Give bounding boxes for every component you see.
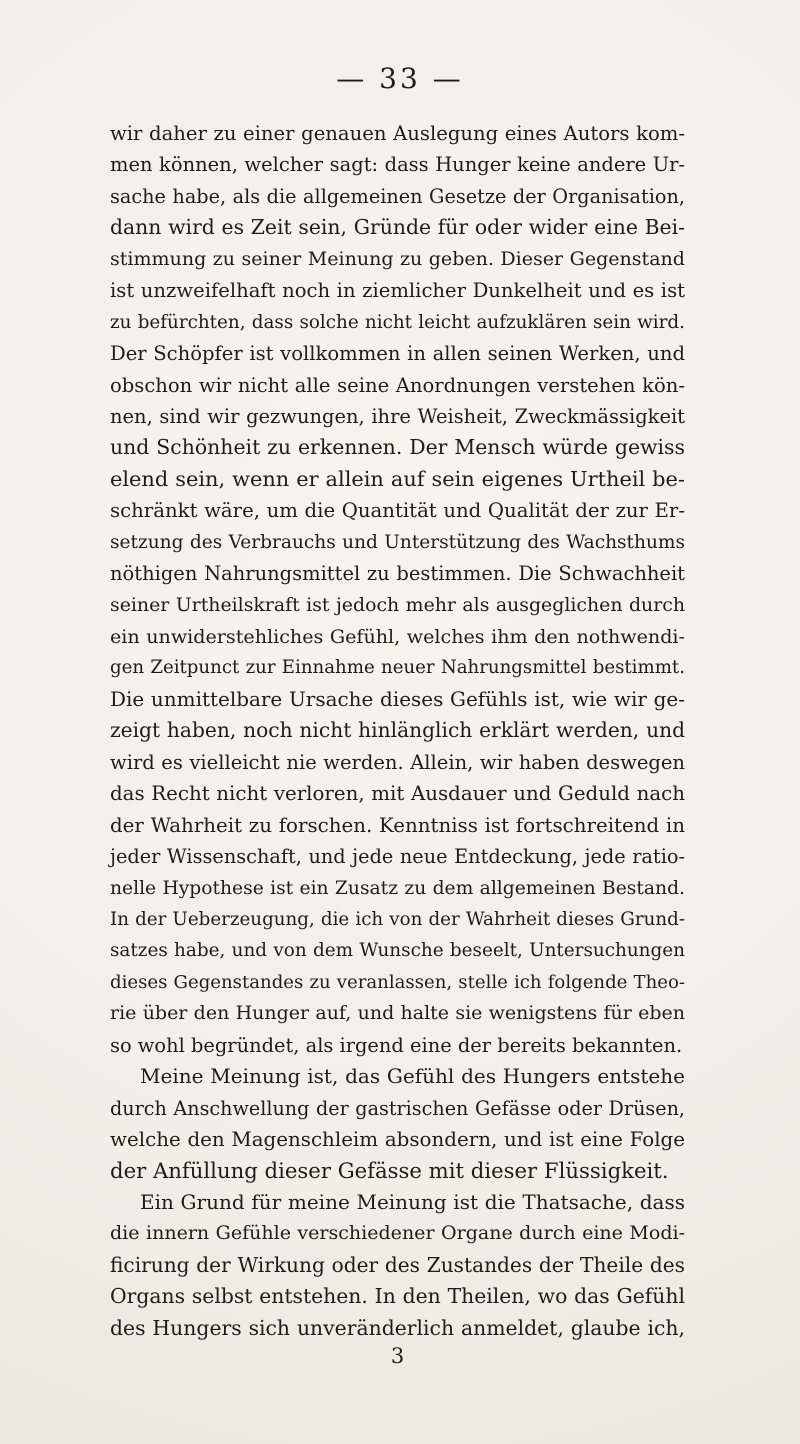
text-line: wir daher zu einer genauen Auslegung eines Autors kom- xyxy=(110,122,685,145)
text-line: jeder Wissenschaft, und jede neue Entdeckung, jede ratio- xyxy=(110,845,685,869)
text-line: des Hungers sich unveränderlich anmeldet, glaube ich, xyxy=(110,1315,685,1340)
text-line: stimmung zu seiner Meinung zu geben. Dieser Gegenstand xyxy=(110,247,685,270)
text-line: elend sein, wenn er allein auf sein eigenes Urtheil be- xyxy=(110,466,685,491)
text-line: das Recht nicht verloren, mit Ausdauer und Geduld nach xyxy=(110,782,685,806)
text-line: welche den Magenschleim absondern, und ist eine Folge xyxy=(110,1128,685,1151)
text-line: nen, sind wir gezwungen, ihre Weisheit, Zweckmässigkeit xyxy=(110,404,685,428)
body-text xyxy=(110,118,685,1368)
text-line: wird es vielleicht nie werden. Allein, wir haben deswegen xyxy=(110,750,685,774)
text-line: zu befürchten, dass solche nicht leicht aufzuklären sein wird. xyxy=(110,311,685,333)
text-line: sache habe, als die allgemeinen Gesetze der Organisation, xyxy=(110,184,685,208)
text-line: Organs selbst entstehen. In den Theilen, wo das Gefühl xyxy=(110,1284,685,1309)
text-line: Meine Meinung ist, das Gefühl des Hungers entstehe xyxy=(140,1064,685,1089)
text-line: der Anfüllung dieser Gefässe mit dieser Flüssigkeit. xyxy=(110,1158,669,1184)
text-line: zeigt haben, noch nicht hinlänglich erklärt werden, und xyxy=(110,718,685,743)
text-line: nelle Hypothese ist ein Zusatz zu dem allgemeinen Bestand. xyxy=(110,877,685,899)
text-line: seiner Urtheilskraft ist jedoch mehr als ausgeglichen durch xyxy=(110,593,685,616)
text-line: Ein Grund für meine Meinung ist die Thatsache, dass xyxy=(140,1189,685,1214)
text-line: ficirung der Wirkung oder des Zustandes der Theile des xyxy=(110,1252,685,1277)
text-line: schränkt wäre, um die Quantität und Qualität der zur Er- xyxy=(110,499,685,523)
text-line: durch Anschwellung der gastrischen Gefässe oder Drüsen, xyxy=(110,1096,685,1120)
page-number: — 33 — xyxy=(336,62,464,95)
signature-mark: 3 xyxy=(390,1344,405,1368)
text-line: der Wahrheit zu forschen. Kenntniss ist fortschreitend in xyxy=(110,813,685,837)
text-line: rie über den Hunger auf, und halte sie wenigstens für eben xyxy=(110,1002,685,1025)
text-line: setzung des Verbrauchs und Unterstützung des Wachsthums xyxy=(110,531,685,553)
text-line: ein unwiderstehliches Gefühl, welches ihm den nothwendi- xyxy=(110,625,685,648)
text-line: so wohl begründet, als irgend eine der bereits bekannten. xyxy=(110,1033,683,1057)
text-line: die innern Gefühle verschiedener Organe durch eine Modi- xyxy=(110,1222,685,1245)
text-line: ist unzweifelhaft noch in ziemlicher Dunkelheit und es ist xyxy=(110,279,685,303)
text-line: satzes habe, und von dem Wunsche beseelt, Untersuchungen xyxy=(110,940,685,962)
text-line: nöthigen Nahrungsmittel zu bestimmen. Die Schwachheit xyxy=(110,562,685,586)
text-line: In der Ueberzeugung, die ich von der Wahrheit dieses Grund- xyxy=(110,908,685,930)
text-line: Der Schöpfer ist vollkommen in allen seinen Werken, und xyxy=(110,342,685,366)
text-line: und Schönheit zu erkennen. Der Mensch würde gewiss xyxy=(110,435,685,460)
text-line: obschon wir nicht alle seine Anordnungen verstehen kön- xyxy=(110,373,685,397)
text-line: dieses Gegenstandes zu veranlassen, stelle ich folgende Theo- xyxy=(110,971,685,993)
text-line: men können, welcher sagt: dass Hunger keine andere Ur- xyxy=(110,153,685,177)
text-line: Die unmittelbare Ursache dieses Gefühls ist, wie wir ge- xyxy=(110,686,685,711)
text-line: gen Zeitpunct zur Einnahme neuer Nahrungsmittel bestimmt. xyxy=(110,657,685,679)
text-line: dann wird es Zeit sein, Gründe für oder wider eine Bei- xyxy=(110,215,685,240)
